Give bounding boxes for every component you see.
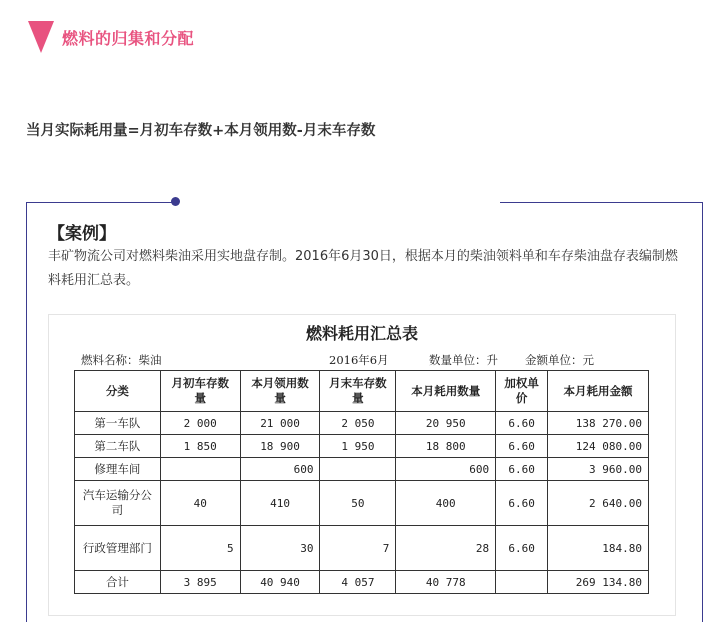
table-cell: 6.60 xyxy=(496,526,548,571)
triangle-marker-icon xyxy=(28,21,54,53)
frame-top-line-right xyxy=(500,202,703,203)
table-cell: 2 640.00 xyxy=(548,481,649,526)
table-cell: 1 850 xyxy=(160,435,240,458)
table-cell: 3 895 xyxy=(160,571,240,594)
header-cell: 本月耗用金额 xyxy=(548,371,649,412)
period: 2016年6月 xyxy=(329,353,389,367)
header-cell: 本月耗用数量 xyxy=(396,371,496,412)
table-cell: 汽车运输分公司 xyxy=(75,481,161,526)
table-cell: 1 950 xyxy=(320,435,396,458)
table-cell: 合计 xyxy=(75,571,161,594)
summary-table-image xyxy=(48,314,676,616)
table-cell: 6.60 xyxy=(496,481,548,526)
table-cell: 600 xyxy=(240,458,320,481)
table-cell: 第一车队 xyxy=(75,412,161,435)
table-cell: 2 000 xyxy=(160,412,240,435)
fuel-usage-table xyxy=(74,370,649,594)
table-cell: 400 xyxy=(396,481,496,526)
table-cell: 7 xyxy=(320,526,396,571)
amount-unit: 金额单位：元 xyxy=(525,353,594,367)
table-cell: 修理车间 xyxy=(75,458,161,481)
table-cell: 21 000 xyxy=(240,412,320,435)
frame-top-line-left xyxy=(26,202,176,203)
table-cell: 269 134.80 xyxy=(548,571,649,594)
header-cell: 月初车存数量 xyxy=(160,371,240,412)
table-cell: 5 xyxy=(160,526,240,571)
formula-text: 当月实际耗用量=月初车存数+本月领用数-月末车存数 xyxy=(26,123,376,139)
table-cell: 20 950 xyxy=(396,412,496,435)
case-text: 丰矿物流公司对燃料柴油采用实地盘存制。2016年6月30日，根据本月的柴油领料单和车存柴油盘存表编制燃料耗用汇总表。 xyxy=(48,249,678,288)
header-cell: 加权单价 xyxy=(496,371,548,412)
fuel-name: 燃料名称：柴油 xyxy=(81,353,162,367)
header-cell: 本月领用数量 xyxy=(240,371,320,412)
table-cell: 2 050 xyxy=(320,412,396,435)
table-cell: 6.60 xyxy=(496,412,548,435)
frame-right-line xyxy=(702,202,703,622)
table-cell: 18 800 xyxy=(396,435,496,458)
table-row xyxy=(75,481,649,526)
table-cell: 410 xyxy=(240,481,320,526)
table-cell: 行政管理部门 xyxy=(75,526,161,571)
table-cell: 124 080.00 xyxy=(548,435,649,458)
section-title: 燃料的归集和分配 xyxy=(62,29,195,48)
table-cell: 30 xyxy=(240,526,320,571)
table-cell: 40 778 xyxy=(396,571,496,594)
table-cell: 3 960.00 xyxy=(548,458,649,481)
table-row xyxy=(75,458,649,481)
table-cell: 40 xyxy=(160,481,240,526)
case-title: 【案例】 xyxy=(48,224,116,244)
table-cell: 50 xyxy=(320,481,396,526)
frame-dot-icon xyxy=(171,197,180,206)
table-cell: 第二车队 xyxy=(75,435,161,458)
table-cell xyxy=(320,458,396,481)
table-cell: 6.60 xyxy=(496,435,548,458)
table-cell: 28 xyxy=(396,526,496,571)
table-row xyxy=(75,435,649,458)
qty-unit: 数量单位：升 xyxy=(429,353,498,367)
table-total-row xyxy=(75,571,649,594)
table-cell: 6.60 xyxy=(496,458,548,481)
table-title: 燃料耗用汇总表 xyxy=(305,324,418,343)
table-cell: 600 xyxy=(396,458,496,481)
header-cell: 月末车存数量 xyxy=(320,371,396,412)
table-row xyxy=(75,526,649,571)
table-cell: 184.80 xyxy=(548,526,649,571)
header-cell: 分类 xyxy=(75,371,161,412)
table-cell: 18 900 xyxy=(240,435,320,458)
table-cell xyxy=(496,571,548,594)
table-cell: 4 057 xyxy=(320,571,396,594)
table-cell: 40 940 xyxy=(240,571,320,594)
frame-left-line xyxy=(26,202,27,622)
table-cell xyxy=(160,458,240,481)
table-row xyxy=(75,412,649,435)
table-header-row xyxy=(75,371,649,412)
table-cell: 138 270.00 xyxy=(548,412,649,435)
